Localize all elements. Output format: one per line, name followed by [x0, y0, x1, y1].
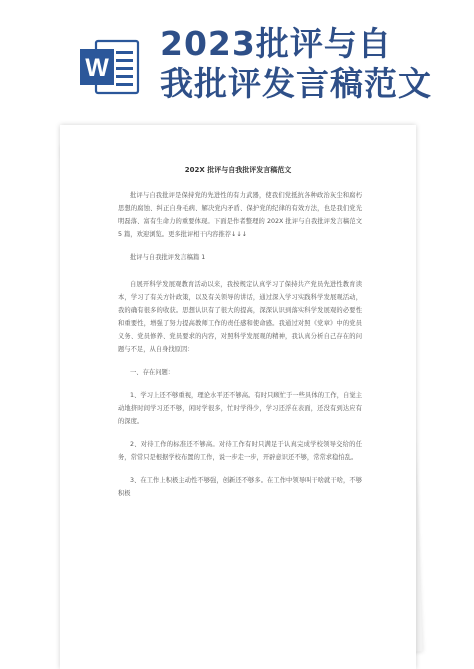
page-title-line-1: 2023批评与自 [160, 24, 392, 63]
word-logo-letter: W [85, 54, 109, 82]
document-page [60, 125, 416, 669]
document-paragraph: 3、在工作上积极主动性不够强，创新还不够多。在工作中领导叫干啥就干啥，不够积极 [118, 477, 362, 497]
document-body [118, 189, 362, 510]
header-banner [0, 0, 474, 130]
page-title [160, 24, 460, 104]
document-section-heading: 批评与自我批评发言稿篇 1 [130, 254, 206, 261]
document-paragraph: 自展开科学发展观教育活动以来，我按规定认真学习了保持共产党员先进性教育读本，学习了有关方针政策，以及有关领导的讲话，通过深入学习实践科学发展观活动，我的确有很多的收获。思想认识有了很大的提高，深深认识到落实科学发展观的必要性和重要性，增强了努力提高教师工作的责任感和使命感。我通过对照《党章》中的党员义务、党员修养、党员要求的内容，对照科学发展观的精神，我认真分析自己存在的问题与不足，从自身找原因： [118, 281, 362, 353]
document-paragraph: 一、存在问题： [130, 369, 175, 376]
document-paragraph: 2、对待工作的标准还不够高。对待工作有时只满足于认真完成学校领导交给的任务，常常只是根据学校布置的工作，说一步走一步，开辟意识还不够，常常求稳怕乱。 [118, 441, 362, 461]
page-title-line-2: 我批评发言稿范文 [160, 64, 432, 103]
document-paragraph: 批评与自我批评是保持党的先进性的有力武器，使我们党抵抗各种政治灰尘和腐朽思想的腐蚀、纠正自身毛病、解决党内矛盾、保护党的纪律的有效方法，也是我们党光明磊落、富有生命力的重要体现。下面是作者整理的 202X 批评与自我批评发言稿范文 5 篇，欢迎浏览。更多批评相干内容推荐↓↓↓ [118, 192, 362, 238]
document-paragraph: 1、学习上还不够重视，理论水平还不够高。有时只顾忙于一些具体的工作，自觉主动地挤时间学习还不够，闲时学很多，忙时学得少，学习还浮在表面，还没有到达应有的深度。 [118, 392, 362, 425]
document-title: 202X 批评与自我批评发言稿范文 [184, 166, 292, 174]
word-document-icon [78, 35, 140, 99]
